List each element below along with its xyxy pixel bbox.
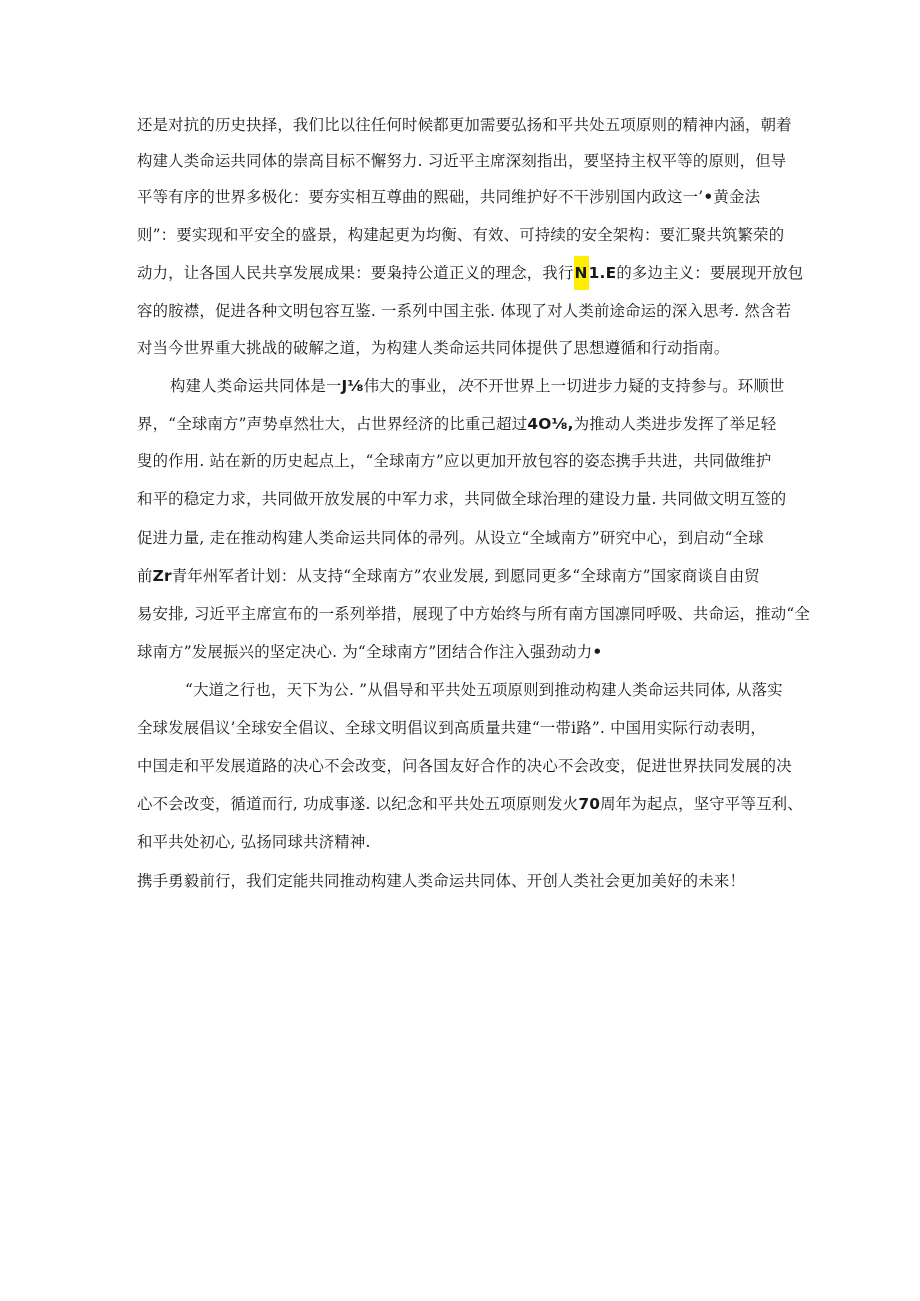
text-segment: 和平共处初心, 弘扬同球共济精神. (137, 833, 371, 851)
text-segment: 则”：要实现和平安全的盛景，构建起更为均衡、有效、可持续的安全架构：要汇聚共筑繁荣的 (137, 226, 785, 244)
text-segment: • (592, 643, 603, 661)
text-segment: “大道之行也，天下为公. ”从倡导和平共处五项原则到推动构建人类命运共同体, 从落实 (185, 681, 783, 699)
text-segment: 70 (578, 795, 601, 813)
text-segment: 对当今世界重大挑战的破解之道，为构建人类命运共同体提供了思想遵循和行动指南。 (137, 339, 730, 357)
text-segment: • (703, 188, 714, 206)
text-line (137, 301, 791, 321)
text-line (137, 414, 776, 434)
text-segment: 前 (137, 567, 153, 585)
text-segment: 伟大的事业， (363, 377, 458, 395)
text-line (137, 871, 745, 891)
text-segment: 中国走和平发展道路的决心不会改变，问各国友好合作的决心不会改变，促进世界扶同发展的决 (137, 757, 792, 775)
text-segment: 容的胺襟，促进各种文明包容互鉴. 一系列中国主张. 体现了对人类前途命运的深入思考. 然含若 (137, 302, 792, 320)
text-line (137, 718, 766, 738)
text-segment: 青年州军者计划：从支持“全球南方”农业发展, 到愿同更多“全球南方”国家商谈自由贸 (171, 567, 760, 585)
text-segment: 和平的稳定力求，共同做开放发展的中军力求，共同做全球治理的建设力量. 共同做文明互签的 (137, 490, 787, 508)
text-line (137, 225, 784, 245)
text-line (137, 489, 786, 509)
text-line (137, 338, 729, 358)
text-line (137, 566, 760, 586)
text-segment: N (574, 256, 589, 290)
text-segment: 叟的作用. 站在新的历史起点上，“全球南方”应以更加开放包容的姿态携手共进，共同做维护 (137, 452, 772, 470)
text-segment: Zr (152, 567, 172, 585)
text-line (137, 832, 371, 852)
text-segment: 易安排, 习近平主席宣布的一系列举措，展现了中方始终与所有南方国凛同呼吸、共命运，推动“全 (137, 605, 811, 623)
text-segment: 的多边主义：要展现开放包 (616, 264, 804, 282)
text-line (137, 115, 792, 135)
text-line (137, 187, 760, 207)
text-segment: 4O⅛, (527, 415, 574, 433)
text-segment: 动力，让各国人民共享发展成果：要枭持公道正义的理念，我行 (137, 264, 574, 282)
text-line (137, 263, 803, 283)
text-line (170, 376, 785, 396)
text-segment: 全球发展倡议’全球安全倡议、全球文明倡议到高质量共建“一带i路”. 中国用实际行动表明， (137, 719, 766, 737)
text-segment: 携手勇毅前行，我们定能共同推动构建人类命运共同体、开创人类社会更加美好的未来！ (137, 872, 746, 890)
text-segment: 不开世界上一切进步力疑的支持参与。环顺世 (472, 377, 785, 395)
text-segment: 球南方”发展振兴的坚定决心. 为“全球南方”团结合作注入强劲动力 (137, 643, 593, 661)
text-segment: J⅛ (341, 377, 364, 395)
text-line (185, 680, 783, 700)
text-segment: 构建人类命运共同体的崇高目标不懈努力. 习近平主席深刻指出，要坚持主权平等的原则，但导 (137, 152, 787, 170)
text-segment: 1.E (588, 264, 617, 282)
text-segment: 周年为起点，坚守平等互利、 (600, 795, 803, 813)
text-segment: 还是对抗的历史抉择，我们比以往任何时候都更加需要弘扬和平共处五项原则的精神内涵，朝着 (137, 116, 792, 134)
text-segment: 构建人类命运共同体是一 (170, 377, 342, 395)
text-line (137, 151, 786, 171)
text-segment: 决 (457, 377, 473, 395)
text-segment: 界，“全球南方”声势卓然壮大，占世界经济的比重己超过 (137, 415, 528, 433)
text-segment: 黄金法 (713, 188, 761, 206)
text-line (137, 642, 602, 662)
text-segment: 心不会改变，循道而行, 功成事遂. 以纪念和平共处五项原则发火 (137, 795, 579, 813)
text-segment: 促进力量, 走在推动构建人类命运共同体的帚列。从设立“全域南方”研究中心，到启动“全球 (137, 529, 764, 547)
text-segment: 平等有序的世界多极化：要夯实相互尊曲的熙础，共同维护好不干涉别国内政这一’ (137, 188, 704, 206)
text-line (137, 604, 810, 624)
text-line (137, 756, 792, 776)
text-line (137, 794, 803, 814)
text-line (137, 528, 764, 548)
text-segment: 为推动人类进步发挥了举足轻 (573, 415, 777, 433)
text-line (137, 451, 771, 471)
